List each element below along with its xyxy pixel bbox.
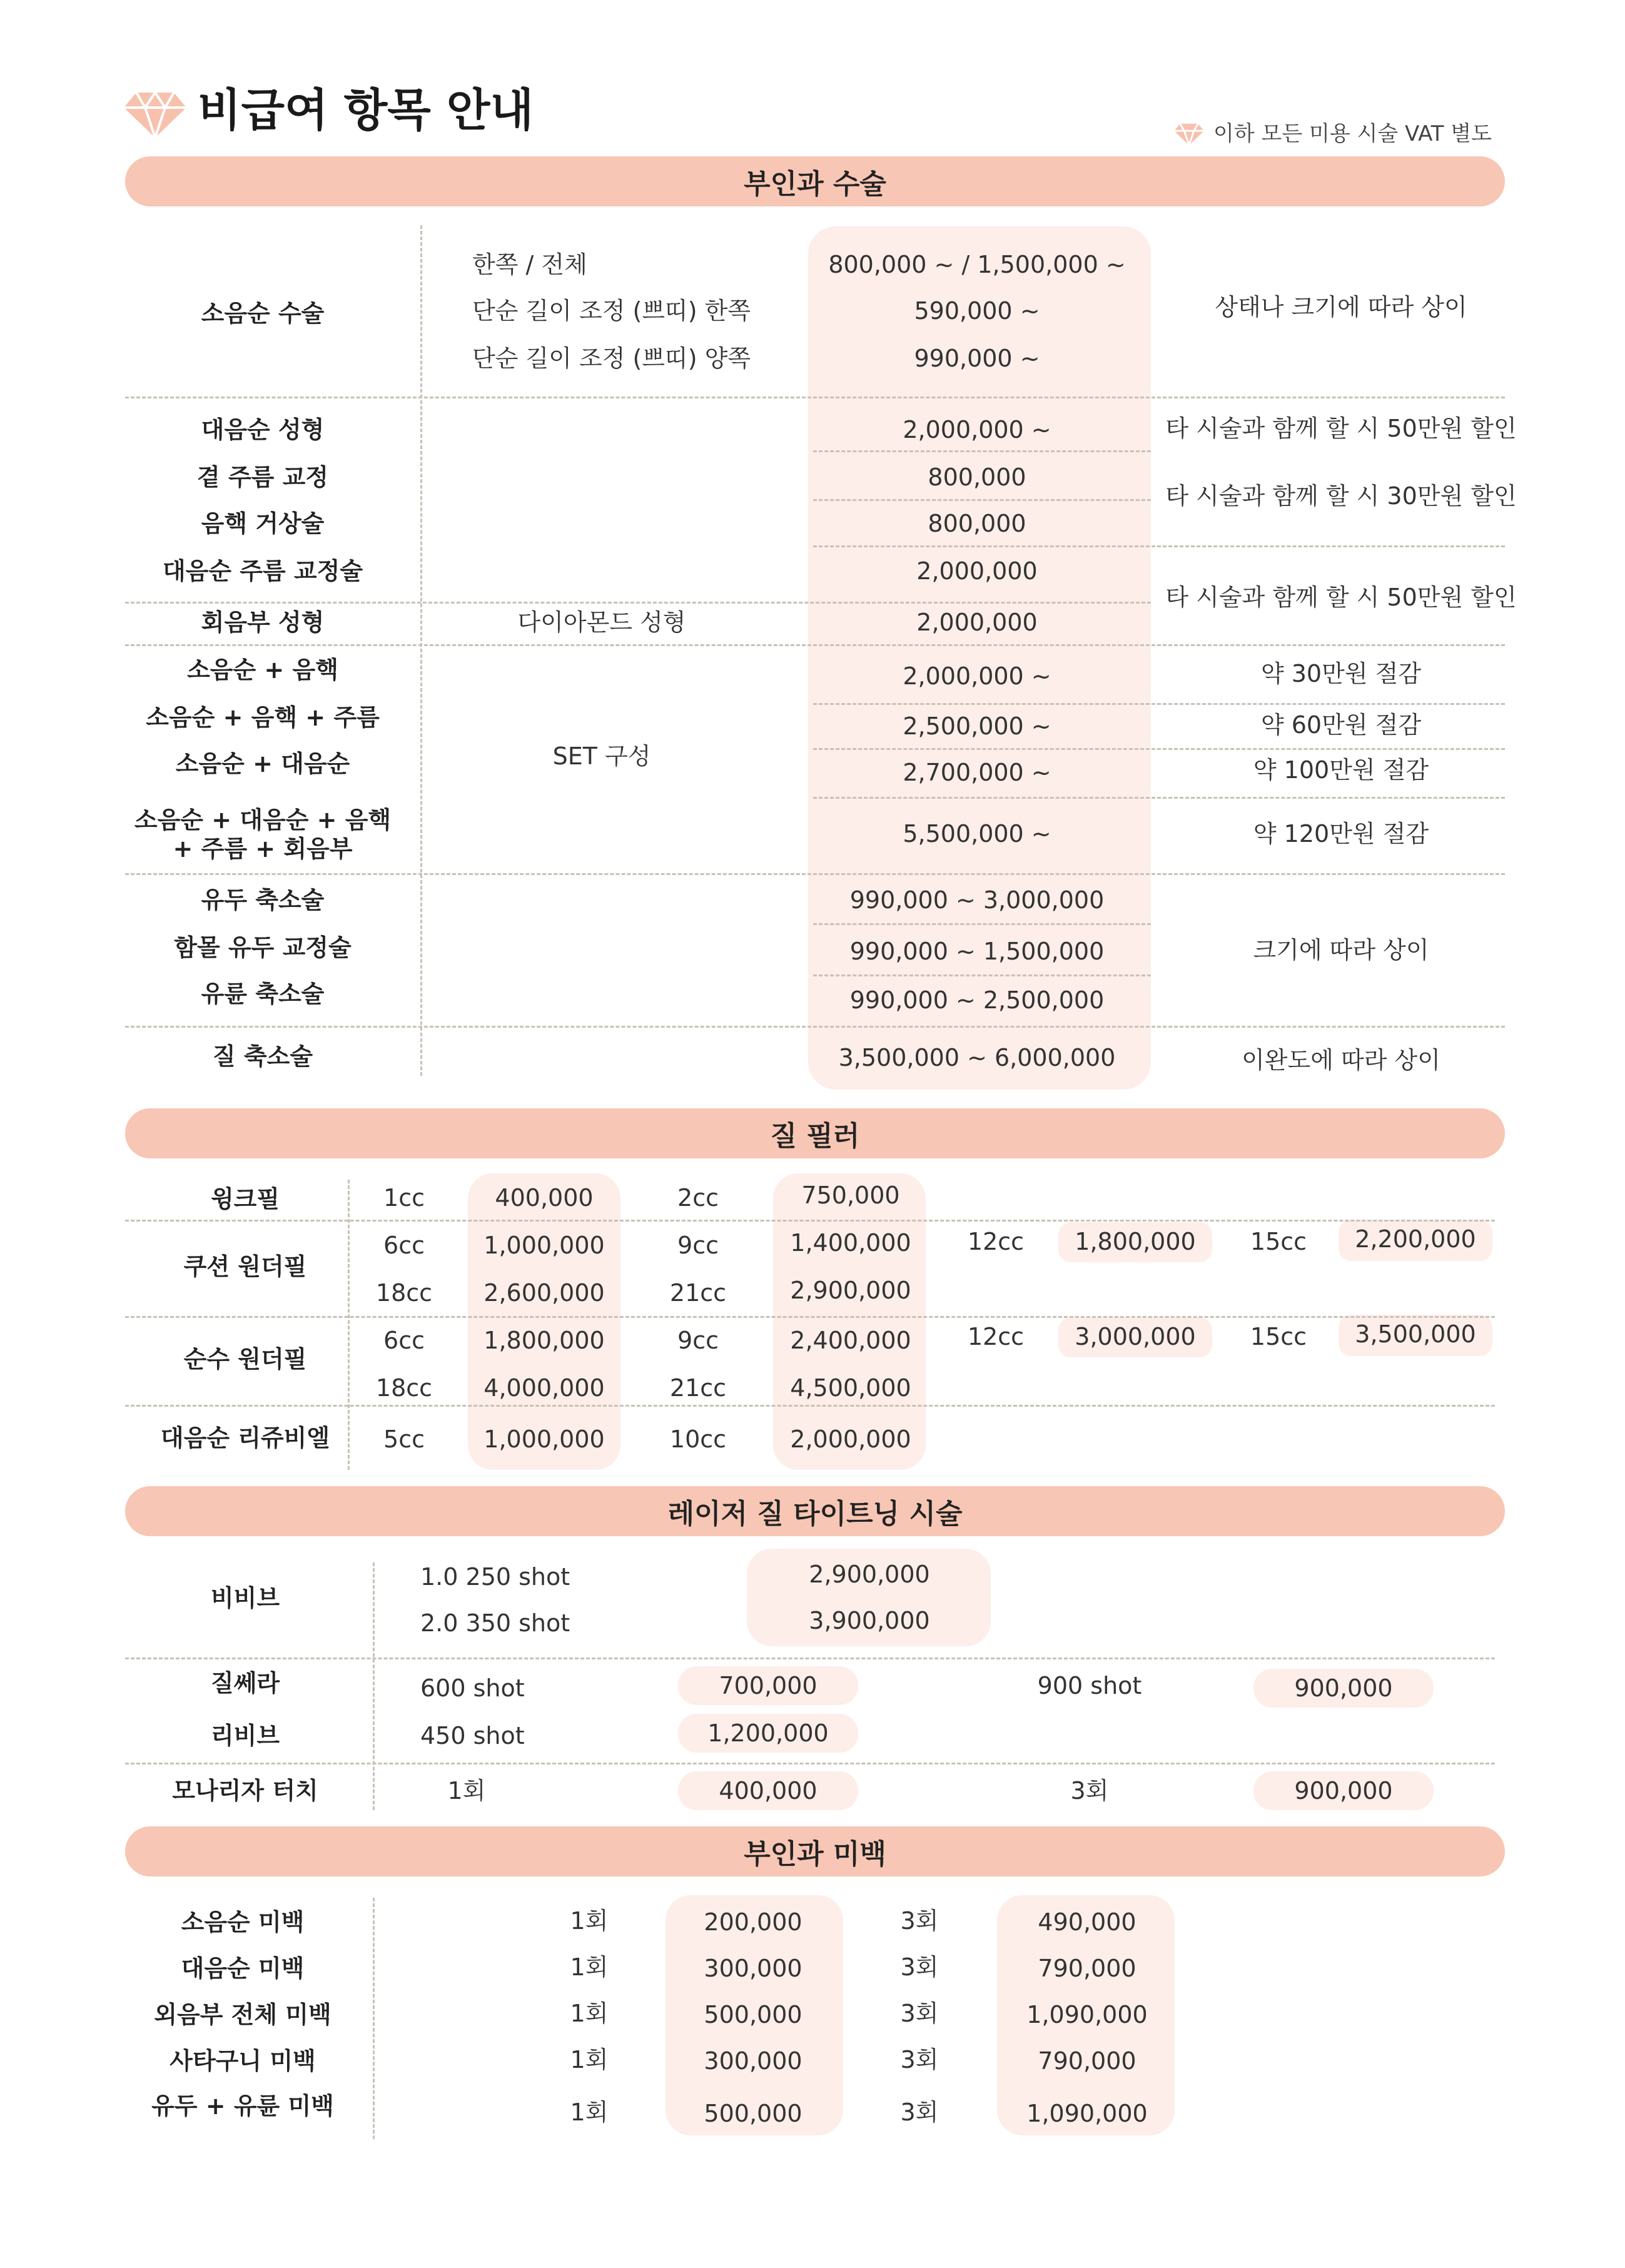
surgery-label-nipple: 유두 축소술 — [201, 886, 325, 914]
set-note: 약 30만원 절감 — [1260, 660, 1422, 687]
laser-shot: 600 shot — [420, 1674, 525, 1702]
filler-price: 1,800,000 — [1075, 1228, 1196, 1255]
set-note: 약 120만원 절감 — [1253, 820, 1429, 848]
surgery-label-fold: 곁 주름 교정 — [197, 463, 328, 491]
filler-volume: 2cc — [677, 1184, 719, 1212]
surgery-label-labia-majora: 대음순 성형 — [201, 416, 325, 443]
surgery-price: 800,000 — [928, 510, 1026, 537]
column-divider — [373, 1898, 375, 2139]
filler-price: 750,000 — [801, 1182, 900, 1209]
row-divider — [125, 873, 1505, 875]
row-divider — [813, 797, 1505, 799]
set-price: 2,700,000 ~ — [903, 759, 1051, 786]
surgery-price: 990,000 ~ — [914, 345, 1040, 372]
section-header-filler: 질 필러 — [125, 1108, 1505, 1158]
surgery-price: 2,000,000 — [916, 557, 1038, 585]
laser-label-vivive: 비비브 — [210, 1584, 280, 1612]
filler-volume: 9cc — [677, 1327, 719, 1354]
surgery-note: 타 시술과 함께 할 시 50만원 할인 — [1165, 584, 1517, 611]
set-label: 소음순 + 음핵 — [187, 656, 338, 684]
section-header-surgery: 부인과 수술 — [125, 156, 1505, 206]
set-label: 소음순 + 대음순 — [175, 750, 350, 777]
page-title: 비급여 항목 안내 — [198, 84, 534, 136]
surgery-option: 단순 길이 조정 (쁘띠) 한쪽 — [472, 297, 751, 325]
row-divider — [813, 748, 1505, 750]
laser-shot: 2.0 350 shot — [420, 1609, 570, 1637]
laser-shot: 900 shot — [1037, 1672, 1142, 1699]
whitening-price: 790,000 — [1038, 1955, 1136, 1982]
laser-label-revive: 리비브 — [210, 1722, 280, 1749]
filler-volume: 10cc — [669, 1425, 727, 1453]
set-label-line2: + 주름 + 회음부 — [173, 835, 353, 863]
laser-price: 1,200,000 — [707, 1719, 829, 1747]
whitening-price: 1,090,000 — [1026, 2100, 1148, 2127]
filler-volume: 15cc — [1250, 1323, 1307, 1350]
set-label: 소음순 + 음핵 + 주름 — [146, 704, 380, 731]
laser-session: 1회 — [447, 1777, 486, 1805]
filler-volume: 5cc — [383, 1425, 425, 1453]
row-divider — [125, 1026, 1505, 1028]
filler-price: 1,800,000 — [483, 1327, 605, 1354]
whitening-label: 유두 + 유륜 미백 — [151, 2092, 334, 2120]
surgery-label-inverted-nipple: 함몰 유두 교정술 — [174, 934, 352, 961]
surgery-label-perineum: 회음부 성형 — [201, 609, 325, 636]
filler-label-rejuvel: 대음순 리쥬비엘 — [160, 1424, 330, 1452]
filler-price: 2,000,000 — [790, 1425, 911, 1453]
whitening-session: 3회 — [900, 1953, 939, 1981]
surgery-label-areola: 유륜 축소술 — [201, 980, 325, 1008]
surgery-option: 단순 길이 조정 (쁘띠) 양쪽 — [472, 345, 751, 372]
whitening-session: 1회 — [570, 1953, 609, 1981]
whitening-label: 소음순 미백 — [181, 1908, 305, 1936]
filler-volume: 12cc — [967, 1323, 1025, 1350]
set-price: 2,500,000 ~ — [903, 712, 1051, 740]
row-divider — [125, 397, 1505, 398]
surgery-price: 3,500,000 ~ 6,000,000 — [838, 1044, 1116, 1071]
filler-price: 2,600,000 — [483, 1279, 605, 1307]
surgery-price: 800,000 ~ / 1,500,000 ~ — [828, 251, 1126, 278]
vat-note: 이하 모든 미용 시술 VAT 별도 — [1213, 121, 1492, 146]
surgery-option: 다이아몬드 성형 — [517, 609, 686, 636]
row-divider — [125, 644, 1505, 646]
whitening-price: 790,000 — [1038, 2047, 1136, 2075]
set-price: 2,000,000 ~ — [903, 662, 1051, 690]
whitening-session: 3회 — [900, 2046, 939, 2073]
filler-label-wink: 윙크필 — [210, 1185, 280, 1213]
laser-price: 2,900,000 — [809, 1561, 930, 1588]
whitening-label: 외음부 전체 미백 — [154, 2001, 332, 2028]
row-divider — [125, 1405, 1495, 1407]
set-price: 5,500,000 ~ — [903, 820, 1051, 848]
surgery-price: 590,000 ~ — [914, 297, 1040, 325]
set-note: 약 60만원 절감 — [1260, 711, 1422, 739]
filler-volume: 18cc — [375, 1279, 433, 1307]
surgery-price: 2,000,000 ~ — [903, 416, 1051, 443]
row-divider — [813, 975, 1151, 976]
set-option: SET 구성 — [552, 742, 651, 770]
filler-price: 400,000 — [495, 1184, 594, 1212]
surgery-note: 타 시술과 함께 할 시 50만원 할인 — [1165, 415, 1517, 442]
whitening-session: 1회 — [570, 2000, 609, 2027]
whitening-session: 3회 — [900, 1907, 939, 1935]
whitening-price: 500,000 — [704, 2001, 802, 2028]
surgery-label-majora-wrinkle: 대음순 주름 교정술 — [162, 557, 363, 585]
surgery-price: 990,000 ~ 2,500,000 — [849, 986, 1105, 1014]
surgery-option: 한쪽 / 전체 — [472, 251, 587, 278]
diamond-icon — [123, 91, 188, 139]
row-divider — [813, 450, 1151, 452]
filler-price: 2,900,000 — [790, 1277, 911, 1304]
surgery-price: 800,000 — [928, 463, 1026, 491]
surgery-note: 상태나 크기에 따라 상이 — [1215, 293, 1467, 321]
whitening-price: 500,000 — [704, 2100, 802, 2127]
row-divider — [125, 1763, 1495, 1764]
laser-label-mona: 모나리자 터치 — [172, 1777, 318, 1805]
whitening-session: 3회 — [900, 2098, 939, 2126]
filler-volume: 21cc — [669, 1374, 727, 1402]
filler-volume: 6cc — [383, 1232, 425, 1259]
filler-price: 1,000,000 — [483, 1232, 605, 1259]
row-divider — [813, 545, 1505, 547]
filler-label-pure: 순수 원더필 — [183, 1345, 307, 1373]
whitening-price: 300,000 — [704, 1955, 802, 1982]
laser-label-geneo: 질쎄라 — [210, 1669, 280, 1697]
row-divider — [813, 703, 1505, 705]
whitening-price: 490,000 — [1038, 1908, 1136, 1936]
whitening-session: 1회 — [570, 1907, 609, 1935]
filler-price: 4,000,000 — [483, 1374, 605, 1402]
filler-price: 1,400,000 — [790, 1229, 911, 1257]
row-divider — [813, 499, 1151, 501]
whitening-session: 3회 — [900, 2000, 939, 2027]
column-divider — [373, 1562, 375, 1810]
laser-shot: 1.0 250 shot — [420, 1563, 570, 1591]
set-label: 소음순 + 대음순 + 음핵 — [134, 806, 392, 834]
filler-volume: 1cc — [383, 1184, 425, 1212]
row-divider — [125, 1316, 1495, 1318]
surgery-label-clitoral: 음핵 거상술 — [201, 510, 325, 537]
row-divider — [125, 1220, 1495, 1222]
row-divider — [125, 602, 1151, 604]
whitening-price: 200,000 — [704, 1908, 802, 1936]
filler-volume: 12cc — [967, 1228, 1025, 1255]
surgery-note: 크기에 따라 상이 — [1253, 936, 1429, 964]
row-divider — [813, 923, 1151, 925]
filler-volume: 9cc — [677, 1232, 719, 1259]
whitening-label: 사타구니 미백 — [170, 2047, 316, 2075]
laser-price: 400,000 — [719, 1777, 818, 1805]
diamond-small-icon — [1173, 123, 1205, 146]
whitening-session: 1회 — [570, 2046, 609, 2073]
surgery-note: 타 시술과 함께 할 시 30만원 할인 — [1165, 482, 1517, 510]
surgery-note: 이완도에 따라 상이 — [1242, 1046, 1440, 1074]
filler-label-cushion: 쿠션 원더필 — [183, 1253, 307, 1280]
filler-price: 3,500,000 — [1355, 1320, 1476, 1348]
laser-price: 700,000 — [719, 1672, 818, 1699]
section-header-whitening: 부인과 미백 — [125, 1826, 1505, 1876]
filler-price: 2,400,000 — [790, 1327, 911, 1354]
column-divider — [420, 225, 422, 1076]
whitening-price: 1,090,000 — [1026, 2001, 1148, 2028]
surgery-price: 990,000 ~ 3,000,000 — [849, 886, 1105, 914]
filler-volume: 15cc — [1250, 1228, 1307, 1255]
surgery-label-labia-minora: 소음순 수술 — [201, 300, 325, 327]
laser-price: 3,900,000 — [809, 1607, 930, 1634]
filler-volume: 18cc — [375, 1374, 433, 1402]
whitening-price: 300,000 — [704, 2047, 802, 2075]
surgery-price: 2,000,000 — [916, 609, 1038, 636]
column-divider — [348, 1180, 350, 1470]
filler-price: 2,200,000 — [1355, 1225, 1476, 1253]
filler-price: 4,500,000 — [790, 1374, 911, 1402]
set-note: 약 100만원 절감 — [1253, 756, 1429, 784]
surgery-label-vagina: 질 축소술 — [212, 1043, 313, 1070]
filler-volume: 6cc — [383, 1327, 425, 1354]
section-header-laser: 레이저 질 타이트닝 시술 — [125, 1486, 1505, 1536]
laser-price: 900,000 — [1294, 1777, 1393, 1805]
whitening-label: 대음순 미백 — [181, 1955, 305, 1982]
surgery-price: 990,000 ~ 1,500,000 — [849, 938, 1105, 965]
filler-volume: 21cc — [669, 1279, 727, 1307]
laser-price: 900,000 — [1294, 1674, 1393, 1702]
laser-shot: 450 shot — [420, 1722, 525, 1749]
whitening-session: 1회 — [570, 2098, 609, 2126]
laser-session: 3회 — [1070, 1777, 1109, 1805]
filler-price: 1,000,000 — [483, 1425, 605, 1453]
filler-price: 3,000,000 — [1075, 1323, 1196, 1350]
row-divider — [125, 1658, 1495, 1659]
